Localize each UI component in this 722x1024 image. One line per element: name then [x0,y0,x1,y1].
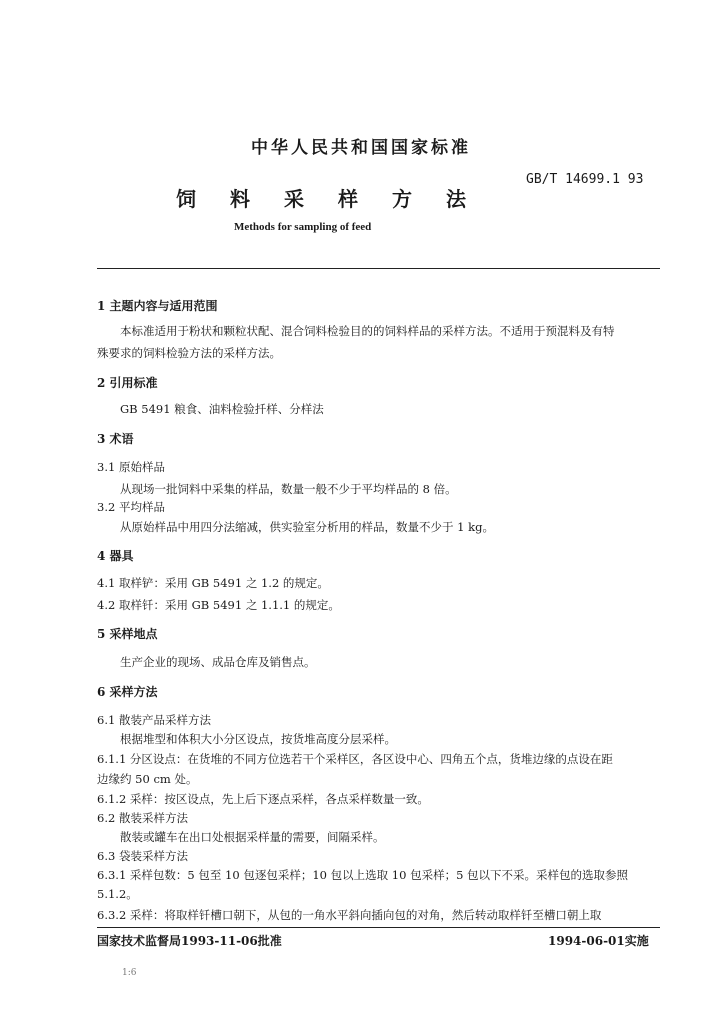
english-title: Methods for sampling of feed [234,221,372,233]
section-1-paragraph: 本标准适用于粉状和颗粒状配、混合饲料检验目的的饲料样品的采样方法。不适用于预混料及有特 [120,324,615,338]
item-6-3-2: 6.3.2 采样：将取样钎槽口朝下，从包的一角水平斜向插向包的对角，然后转动取样钎至槽口朝上取 [97,908,602,922]
title-char: 饲 [176,187,196,211]
approval-date: 国家技术监督局1993-11-06批准 [97,934,282,948]
item-6-3-1: 6.3.1 采样包数：5 包至 10 包逐包采样；10 包以上选取 10 包采样；5 包以下不采。采样包的选取参照 [97,868,629,882]
section-1-heading: 1 主题内容与适用范围 [97,299,218,313]
section-6-heading: 6 采样方法 [97,685,158,699]
standard-number: GB/T 14699.1 93 [526,172,644,187]
document-title [176,183,500,212]
footer-divider [97,927,660,928]
item-6-3-heading: 6.3 袋装采样方法 [97,849,188,863]
title-char: 法 [446,187,466,211]
issuing-authority-title: 中华人民共和国国家标准 [251,138,471,158]
item-6-3-1-cont: 5.1.2。 [97,887,138,901]
section-2-reference: GB 5491 粮食、油料检验扦样、分样法 [120,402,324,416]
section-2-heading: 2 引用标准 [97,376,158,390]
section-1-paragraph-cont: 殊要求的饲料检验方法的采样方法。 [97,346,281,360]
title-char: 料 [230,187,250,211]
item-6-2-body: 散装或罐车在出口处根据采样量的需要，间隔采样。 [120,830,385,844]
implementation-date: 1994-06-01实施 [548,934,649,948]
title-char: 采 [284,187,304,211]
header-divider [97,268,660,269]
section-3-heading: 3 术语 [97,432,134,446]
term-3-2-heading: 3.2 平均样品 [97,500,165,514]
item-6-2-heading: 6.2 散装采样方法 [97,811,188,825]
item-6-1-heading: 6.1 散装产品采样方法 [97,713,211,727]
item-6-1-body: 根据堆型和体积大小分区设点，按货堆高度分层采样。 [120,732,396,746]
item-6-1-2: 6.1.2 采样：按区设点，先上后下逐点采样，各点采样数量一致。 [97,792,429,806]
title-char: 方 [392,187,412,211]
item-4-1: 4.1 取样铲：采用 GB 5491 之 1.2 的规定。 [97,576,329,590]
term-3-2-definition: 从原始样品中用四分法缩减，供实验室分析用的样品，数量不少于 1 kg。 [120,520,494,534]
item-6-1-1: 6.1.1 分区设点：在货堆的不同方位选若干个采样区，各区设中心、四角五个点，货堆边缘的点设在距 [97,752,613,766]
item-6-1-1-cont: 边缘约 50 cm 处。 [97,772,198,786]
title-char: 样 [338,187,358,211]
section-4-heading: 4 器具 [97,549,134,563]
item-4-2: 4.2 取样钎：采用 GB 5491 之 1.1.1 的规定。 [97,598,340,612]
section-5-paragraph: 生产企业的现场、成品仓库及销售点。 [120,655,316,669]
page-number: 1:6 [122,968,137,978]
term-3-1-definition: 从现场一批饲料中采集的样品，数量一般不少于平均样品的 8 倍。 [120,482,457,496]
term-3-1-heading: 3.1 原始样品 [97,460,165,474]
section-5-heading: 5 采样地点 [97,627,158,641]
